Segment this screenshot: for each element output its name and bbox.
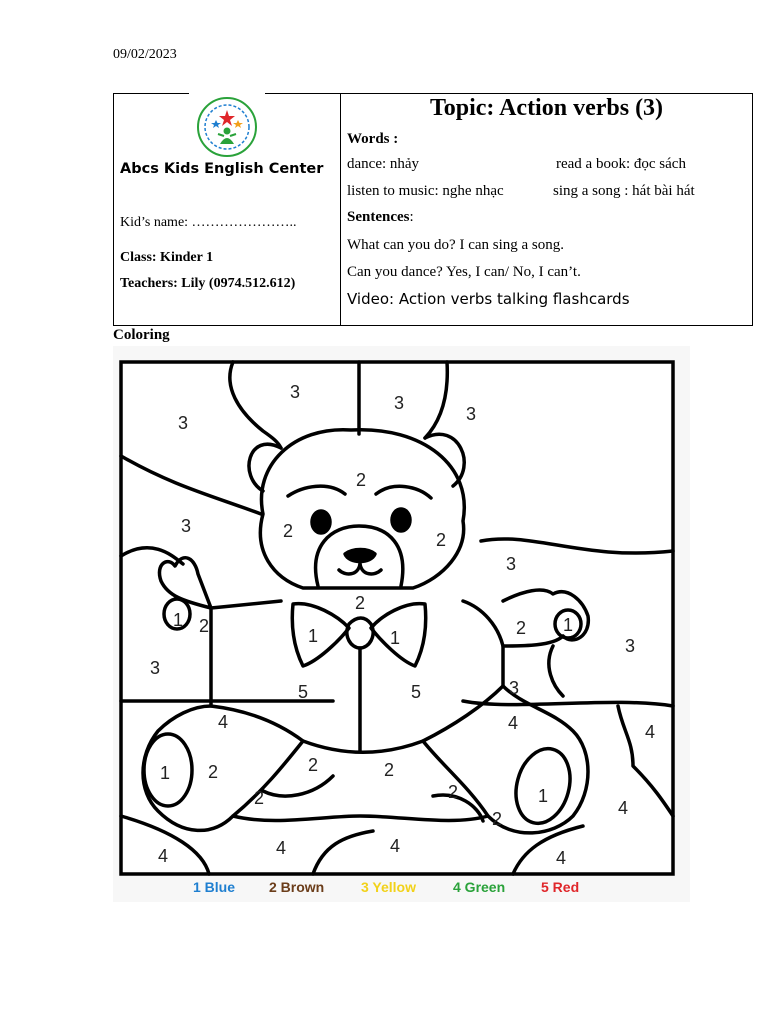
school-logo-icon	[196, 96, 258, 158]
region-number: 5	[297, 682, 309, 702]
legend-blue: 1 Blue	[193, 879, 236, 895]
teddy-bear-coloring-page	[113, 346, 690, 902]
topic-title: Topic: Action verbs (3)	[429, 95, 664, 121]
word-item: dance: nhảy	[347, 156, 420, 172]
center-name: Abcs Kids English Center	[120, 161, 324, 177]
region-number: 3	[289, 382, 301, 402]
region-number: 3	[624, 636, 636, 656]
region-number: 2	[282, 521, 294, 541]
class-label: Class: Kinder 1	[120, 250, 214, 265]
region-number: 2	[383, 760, 395, 780]
region-number: 3	[505, 554, 517, 574]
region-number: 1	[537, 786, 549, 806]
region-number: 4	[507, 713, 519, 733]
region-number: 2	[447, 782, 459, 802]
region-number: 2	[354, 593, 366, 613]
region-number: 3	[393, 393, 405, 413]
region-number: 2	[198, 616, 210, 636]
words-heading: Words :	[347, 131, 399, 147]
region-number: 4	[555, 848, 567, 868]
region-number: 4	[644, 722, 656, 742]
topic-cell	[341, 94, 752, 325]
region-number: 2	[307, 755, 319, 775]
legend-brown: 2 Brown	[269, 879, 325, 895]
region-number: 1	[389, 628, 401, 648]
document-date: 09/02/2023	[113, 47, 177, 62]
legend-green: 4 Green	[453, 879, 506, 895]
region-number: 1	[562, 615, 574, 635]
region-number: 2	[253, 788, 265, 808]
region-number: 3	[465, 404, 477, 424]
region-number: 3	[149, 658, 161, 678]
video-line: Video: Action verbs talking flashcards	[347, 290, 630, 308]
word-item: listen to music: nghe nhạc	[347, 183, 504, 199]
sentences-heading-colon: :	[409, 209, 414, 225]
region-number: 3	[177, 413, 189, 433]
sentence-item: Can you dance? Yes, I can/ No, I can’t.	[347, 264, 581, 280]
region-number: 1	[307, 626, 319, 646]
teacher-label: Teachers: Lily (0974.512.612)	[120, 276, 296, 291]
word-item: read a book: đọc sách	[556, 156, 686, 172]
header-table	[113, 93, 753, 326]
region-number: 2	[491, 809, 503, 829]
region-number: 4	[157, 846, 169, 866]
legend-red: 5 Red	[541, 879, 580, 895]
region-number: 4	[275, 838, 287, 858]
region-number: 3	[508, 678, 520, 698]
sentences-heading	[347, 209, 414, 226]
sentences-heading-label: Sentences	[347, 209, 410, 225]
kid-name-line: Kid’s name: …………………..	[120, 215, 297, 230]
region-number: 2	[435, 530, 447, 550]
sentence-item: What can you do? I can sing a song.	[347, 237, 565, 253]
region-number: 1	[159, 763, 171, 783]
region-number: 4	[389, 836, 401, 856]
word-item: sing a song : hát bài hát	[553, 183, 695, 199]
region-number: 2	[515, 618, 527, 638]
coloring-title: Coloring	[113, 327, 170, 343]
region-number: 3	[180, 516, 192, 536]
region-number: 5	[410, 682, 422, 702]
school-info-cell	[114, 94, 341, 325]
region-number: 4	[617, 798, 629, 818]
legend-yellow: 3 Yellow	[361, 879, 416, 895]
region-number: 4	[217, 712, 229, 732]
region-number: 1	[172, 610, 184, 630]
region-number: 2	[207, 762, 219, 782]
region-number: 2	[355, 470, 367, 490]
